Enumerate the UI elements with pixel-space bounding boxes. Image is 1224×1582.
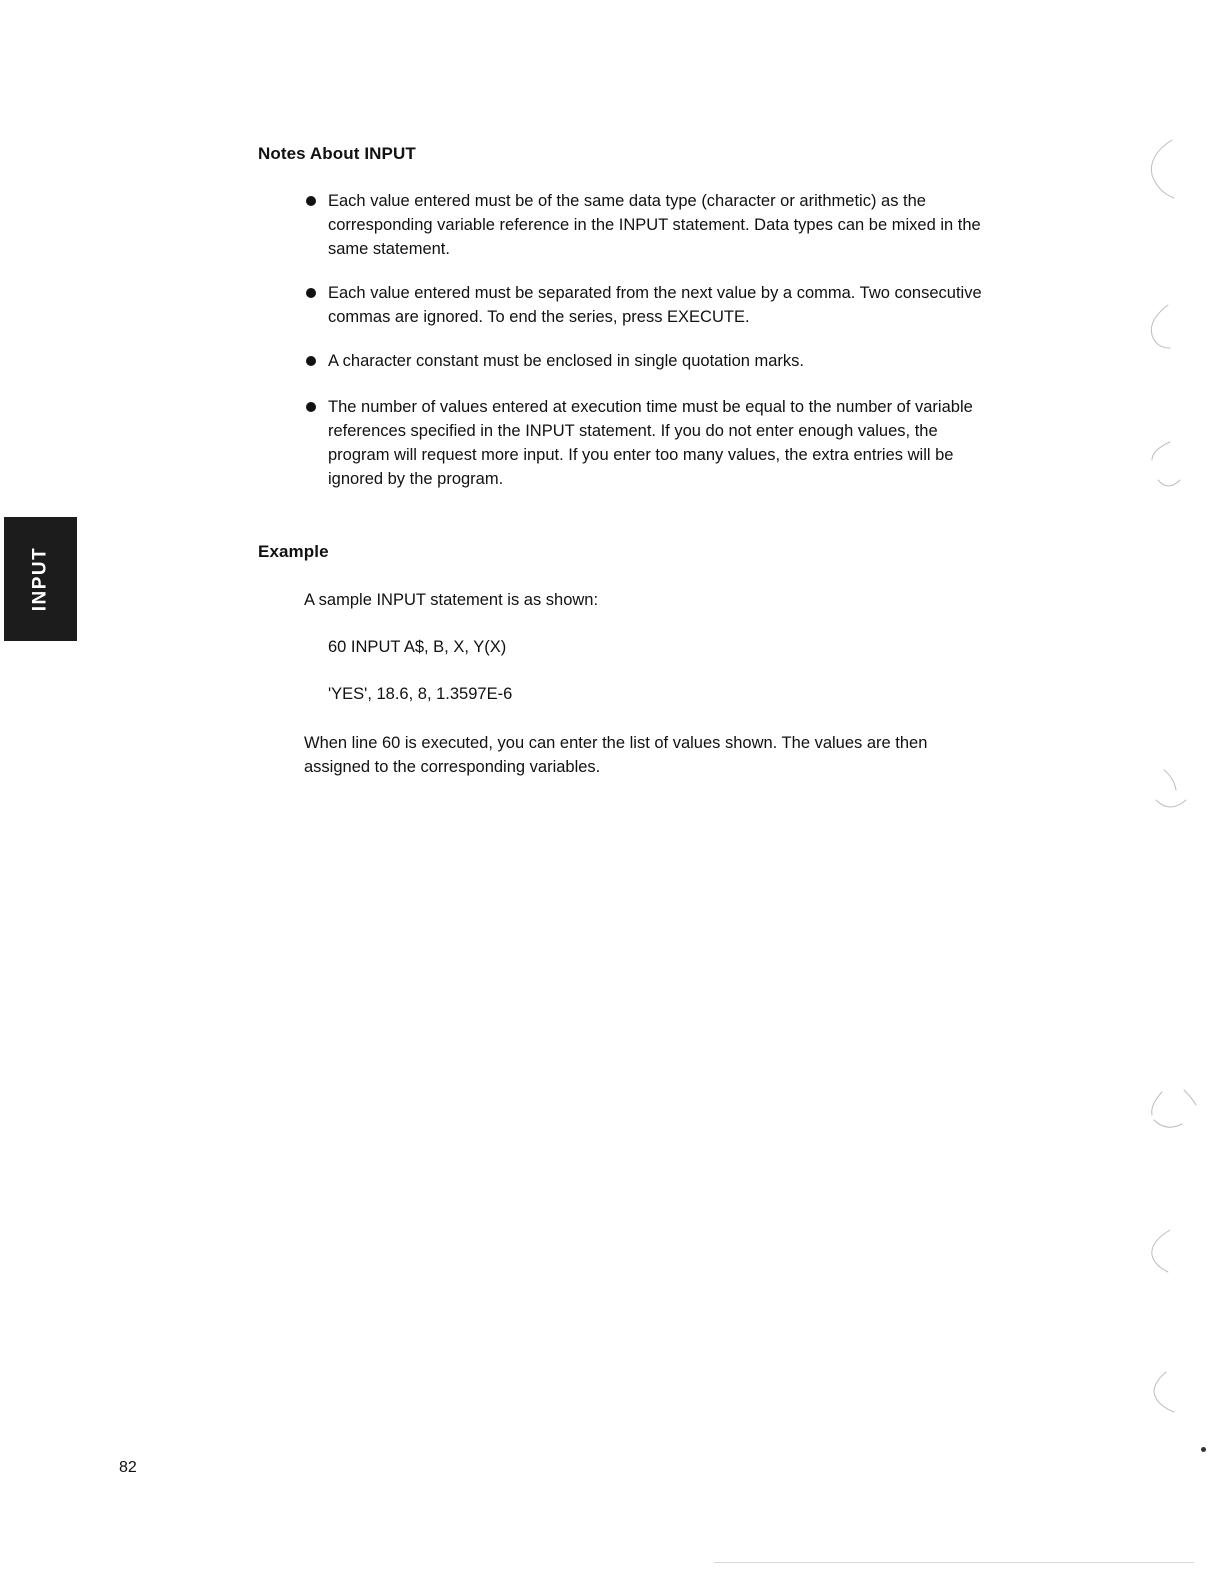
bottom-rule (714, 1562, 1194, 1563)
bullet-icon (306, 356, 316, 366)
bullet-text: Each value entered must be separated from the next value by a comma. Two consecutive commas are ignored. To end the series, press EXECUTE. (328, 284, 982, 326)
list-item (304, 189, 994, 261)
bullet-icon (306, 402, 316, 412)
binder-hole-marks (1140, 120, 1210, 1440)
bullet-icon (306, 288, 316, 298)
speck (1201, 1447, 1206, 1452)
list-item (304, 349, 994, 373)
side-tab-label: INPUT (29, 546, 51, 612)
bullet-text: The number of values entered at execution time must be equal to the number of variable references specified in the INPUT statement. If you do not enter enough values, the program will request more input. If you enter too many values, the extra entries will be ignored by the program. (328, 398, 973, 488)
notes-bullet-list (304, 189, 994, 511)
list-item (304, 395, 994, 491)
bullet-text: Each value entered must be of the same data type (character or arithmetic) as the corresponding variable reference in the INPUT statement. Data types can be mixed in the same statement. (328, 192, 981, 258)
example-code-values: 'YES', 18.6, 8, 1.3597E-6 (328, 685, 513, 703)
example-heading: Example (258, 542, 329, 561)
section-side-tab (4, 517, 77, 641)
example-code-statement: 60 INPUT A$, B, X, Y(X) (328, 638, 507, 656)
notes-heading: Notes About INPUT (258, 144, 416, 163)
example-intro: A sample INPUT statement is as shown: (304, 591, 599, 609)
list-item (304, 281, 994, 329)
bullet-icon (306, 196, 316, 206)
bullet-text: A character constant must be enclosed in single quotation marks. (328, 352, 805, 370)
example-closing: When line 60 is executed, you can enter the list of values shown. The values are then assigned to the corresponding variables. (304, 734, 928, 776)
page-number: 82 (119, 1459, 137, 1476)
